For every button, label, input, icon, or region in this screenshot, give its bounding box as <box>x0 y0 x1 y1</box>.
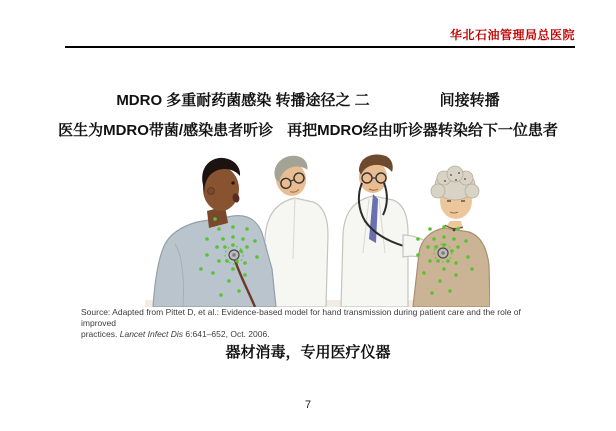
slide-title-line2 <box>0 116 616 146</box>
patient-figure-1 <box>153 158 276 307</box>
patient2-hair <box>431 166 479 200</box>
source-journal-name: Lancet Infect Dis <box>119 329 184 339</box>
doctor2-head <box>359 155 393 193</box>
header-divider-line <box>65 46 575 48</box>
source-line2-suffix: 6:641–652, Oct. 2006. <box>183 329 270 339</box>
title-line1-left: MDRO 多重耐药菌感染 转播途径之 二 <box>116 92 370 109</box>
transmission-illustration <box>145 149 490 307</box>
scene-doctor-examines-next-patient <box>341 155 490 307</box>
slide-title-block <box>0 86 616 146</box>
title-line2-left: 医生为MDRO带菌/感染患者听诊 <box>58 122 274 139</box>
hospital-name-header: 华北石油管理局总医院 <box>449 28 575 42</box>
doctor1-head <box>271 152 314 199</box>
title-line1-right: 间接转播 <box>439 92 500 109</box>
transmission-illustration-svg <box>145 149 490 307</box>
source-line2-prefix: practices. <box>81 329 120 339</box>
title-line2-right: 再把MDRO经由听诊器转染给下一位患者 <box>287 122 558 139</box>
page-number: 7 <box>304 399 312 411</box>
source-line1: Source: Adapted from Pittet D, et al.: Evidence-based model for hand transmission during patient care and the role of improved <box>81 307 521 328</box>
patient-figure-2 <box>413 166 490 307</box>
source-citation <box>81 307 556 340</box>
scene-doctor-examines-patient <box>153 152 328 307</box>
slide-title-line1 <box>0 86 616 116</box>
disinfection-caption: 器材消毒，专用医疗仪器 <box>225 344 391 361</box>
